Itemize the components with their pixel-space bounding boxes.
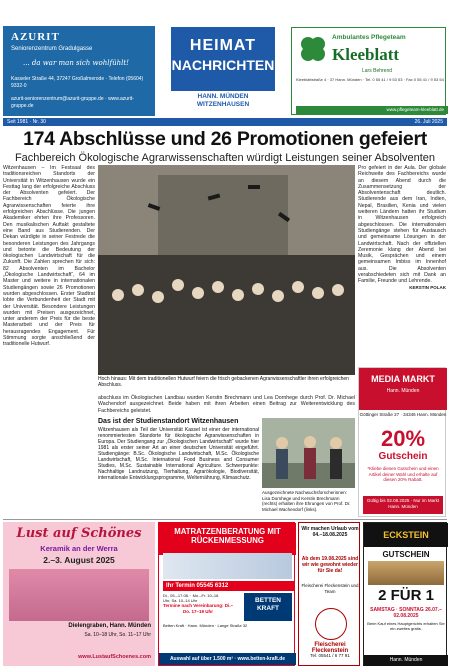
kleeblatt-name: Kleeblatt xyxy=(332,45,400,64)
kleeblatt-tag: Ambulantes Pflegeteam xyxy=(332,34,406,41)
schoenes-date: 2.–3. August 2025 xyxy=(43,555,115,565)
article-bottom-text: abschluss im Ökologischen Landbau wurden Kerstin Brechmann und Lea Dornhege durch Prof. Dr. Michael Wachendorf ausgezeichnet. Beide haben mit ihren Arbeiten einen Beitrag zur Weiterentwicklung des Fachbereichs geleistet. xyxy=(98,395,355,414)
matratzen-note: Termine nach Vereinbarung: Di.–Do. 17–19 Uhr xyxy=(163,603,233,614)
fleischerei-return: Ab dem 19.08.2025 sind wir wie gewohnt wieder für Sie da! xyxy=(301,556,359,574)
matratzen-ad[interactable] xyxy=(158,522,295,666)
azurit-slogan: ... da war man sich wohlfühlt! xyxy=(23,59,129,67)
eckstein-days: SAMSTAG · SONNTAG 26.07.–02.08.2025 xyxy=(370,607,442,619)
azurit-web[interactable]: azurit-seniorenzentrum@azurit-gruppe.de · www.azurit-gruppe.de xyxy=(11,96,134,109)
mediamarkt-location: Hann. Münden xyxy=(386,388,420,394)
azurit-ad[interactable] xyxy=(3,26,155,116)
article-headline: 174 Abschlüsse und 26 Promotionen gefeiert xyxy=(23,128,427,150)
mediamarkt-logo: MEDIA MARKT xyxy=(371,374,435,384)
masthead-logo xyxy=(171,27,275,91)
article-credit: KERSTIN POLAK xyxy=(409,284,446,290)
fleischerei-phone: Tel. 05541 / 6 77 91 xyxy=(310,653,350,658)
sub-article-title: Das ist der Studienstandort Witzenhausen xyxy=(98,418,239,425)
schoenes-subheadline: Keramik an der Werra xyxy=(40,544,118,553)
schoenes-web[interactable]: www.LustaufSchoenes.com xyxy=(78,654,151,660)
mattress-image xyxy=(163,553,292,579)
azurit-address: Kasseler Straße 44, 37247 Großalmerode · Telefon (05604) 9332-0 xyxy=(11,76,144,89)
ceramics-image xyxy=(9,569,149,621)
matratzen-address: Betten Kraft · Hann. Münden · Lange Straße 32 xyxy=(163,623,248,628)
eckstein-ad[interactable] xyxy=(363,522,447,666)
article-column-right-text: Pro gefeiert in der Aula. Der globale Reichweite des Fachbereichs wurde an diesem Abend durch die Zusammensetzung der Absolventenschaft deutlich. Studierende aus dem Iran, Indien, Nepal, Brasilien, Kenia und vielen weiteren Ländern hatten ihr Studium in Witzenhausen erfolgreich abgeschlossen. Die internationalen Studiengänge stehen für Austausch und gemeinsame Lösungen in der Landwirtschaft. Nach der offiziellen Zeremonie klang der Abend bei Musik, Gesprächen und einem gemeinsamen Imbiss im Innenhof aus. Die Absolventen verabschiedeten sich mit Dank an Familie, Freunde und Lehrende. xyxy=(358,165,446,285)
issue-date: 26. Juli 2025 xyxy=(414,119,443,125)
eckstein-footer: Hann. Münden xyxy=(364,655,448,666)
ads-divider xyxy=(3,519,447,520)
fleischerei-logo-icon xyxy=(315,608,347,640)
eckstein-gutschein: GUTSCHEIN xyxy=(382,550,430,559)
kleeblatt-owner: Lars Behrend xyxy=(362,68,393,74)
kleeblatt-details: Kleeblattstraße 4 · 37 Hann. Münden · Tel. 0 55 41 / 9 53 53 · Fax 0 55 41 / 9 53 54 xyxy=(296,77,444,82)
sub-article xyxy=(98,418,259,481)
fleischerei-team: Fleischerei Fleckenstein und Team xyxy=(301,583,359,594)
schoenes-headline: Lust auf Schönes xyxy=(16,526,142,541)
award-photo xyxy=(262,418,355,488)
article-column-left: Witzenhausen – Im Festsaal des traditionsreichen Standorts der Universität in Witzenhausen wurde ein Festtag lang der erfolgreiche Abschluss der Absolventen gefeiert. Der Fachbereich Ökologische Agrarwissenschaften feierte ihre erfolgreichen Abschlüsse. Die jungen Akademiker ehrten ihre Professoren. Den musikalischen Auftakt gestaltete eine Band aus Studierenden. Der Dekan würdigte in seiner Festrede die besonderen Leistungen des Jahrgangs und betonte die Bedeutung der ökologischen Landwirtschaft für die Zukunft. Die Zahlen sprechen für sich: 82 Absolventen im Bachelor „Ökologische Landwirtschaft“, 64 im Master und weitere in internationalen Studiengängen sowie 26 Promotionen wurden abgeschlossen. Erster Stadtrat lobte die Verbundenheit der Stadt mit der Universität. Besondere Leistungen wurden mit Preisen ausgezeichnet, unter anderem der Preis für die beste Masterarbeit und der Preis für herausragendes Engagement. Für Stimmung sorgte anschließend der traditionelle Hutwurf. xyxy=(3,165,95,348)
article-subheadline: Fachbereich Ökologische Agrarwissenschaften würdigt Leistungen seiner Absolventen xyxy=(14,152,436,164)
mediamarkt-fine-print: *Kliebe diesen Gutschein und einen Artikel deiner Wahl und erhalte auf diesen 20% Rabatt. xyxy=(367,466,439,482)
schoenes-ad[interactable] xyxy=(3,522,155,666)
article-column-right xyxy=(358,165,446,365)
award-photo-caption: Ausgezeichnete Nachwuchsforscherinnen: Lisa Dornhege und Kerstin Brechmann (rechts) erhalten ihre Ehrungen von Prof. Dr. Michael Wachendorf (links). xyxy=(262,490,351,512)
schoenes-location: Dielengraben, Hann. Münden xyxy=(68,623,151,629)
matratzen-detail: Di., 05.–17.08. · Mo.–Fr. 10–18 Uhr, Sa. 10–14 Uhr xyxy=(163,593,219,603)
masthead-line2: NACHRICHTEN xyxy=(171,57,275,73)
kleeblatt-web[interactable]: www.pflegeteam-kleeblatt.de xyxy=(296,106,448,114)
mediamarkt-validity: Gültig bis 02.08.2025 · Nur im Markt Hann. Münden xyxy=(363,496,443,514)
masthead-place: HANN. MÜNDEN WITZENHAUSEN xyxy=(196,93,250,108)
fleischerei-vacation: Wir machen Urlaub vom 04.–18.08.2025 xyxy=(301,526,359,539)
masthead-line1: HEIMAT xyxy=(189,37,257,54)
matratzen-headline: MATRATZENBERATUNG MIT RÜCKENMESSUNG xyxy=(159,523,296,555)
fleischerei-ad[interactable] xyxy=(298,522,360,666)
matratzen-termin[interactable]: Ihr Termin 05545 6312 xyxy=(163,581,295,591)
mediamarkt-percent: 20% xyxy=(380,426,426,451)
betten-kraft-logo: BETTEN KRAFT xyxy=(244,593,292,621)
issue-number: Seit 1981 · Nr. 30 xyxy=(7,119,46,125)
graduation-photo xyxy=(98,165,355,375)
clover-icon xyxy=(298,34,328,64)
photo-caption: Hoch hinaus: Mit dem traditionellen Hutwurf feiern die frisch gebackenen Agrarwissenschaftler ihren erfolgreichen Abschluss. xyxy=(98,376,349,388)
eckstein-offer: 2 FÜR 1 xyxy=(378,587,434,604)
mediamarkt-ad[interactable] xyxy=(358,367,446,517)
schoenes-hours: Sa. 10–18 Uhr, So. 11–17 Uhr xyxy=(84,632,151,638)
food-image xyxy=(368,561,444,585)
mediamarkt-address: Göttinger Straße 27 · 34346 Hann. Münden xyxy=(359,412,447,417)
masthead xyxy=(171,27,275,115)
issue-bar xyxy=(3,118,447,126)
fleischerei-name: Fleischerei Fleckenstein xyxy=(311,642,349,654)
azurit-logo: AZURIT xyxy=(11,31,60,43)
eckstein-fine-print: Beim Kauf eines Hauptgerichts erhalten Sie ein zweites gratis. xyxy=(367,621,445,631)
sub-article-text: Witzenhausen als Teil der Universität Kassel ist einer der international renommiertesten Standorte für ökologische Agrarwissenschaften in Europa. Der Studiengang zur „Ökologischen Landwirtschaft“ wurde hier 1981 als erster seiner Art an einer deutschen Universität eingeführt. Studiengänge: B.Sc. Ökologische Landwirtschaft, M.Sc. Ökologische Landwirtschaft, M.Sc. International Food Business and Consumer Studies, M.Sc. Sustainable International Agriculture. Schwerpunkte: Nachhaltige Landnutzung, Tierhaltung, Agrarökologie, Biodiversität, internationale Entwicklungsprogramme, Welternährung, Klimaschutz. xyxy=(98,427,259,481)
mediamarkt-header xyxy=(359,368,447,410)
kleeblatt-ad[interactable] xyxy=(291,27,446,115)
matratzen-footer[interactable]: Auswahl auf über 1.500 m² · www.betten-kraft.de xyxy=(159,653,296,665)
eckstein-logo: ECKSTEIN xyxy=(364,523,448,547)
azurit-subtitle: Seniorenzentrum Gradulgasse xyxy=(11,46,93,52)
mediamarkt-gutschein: Gutschein xyxy=(378,451,428,462)
